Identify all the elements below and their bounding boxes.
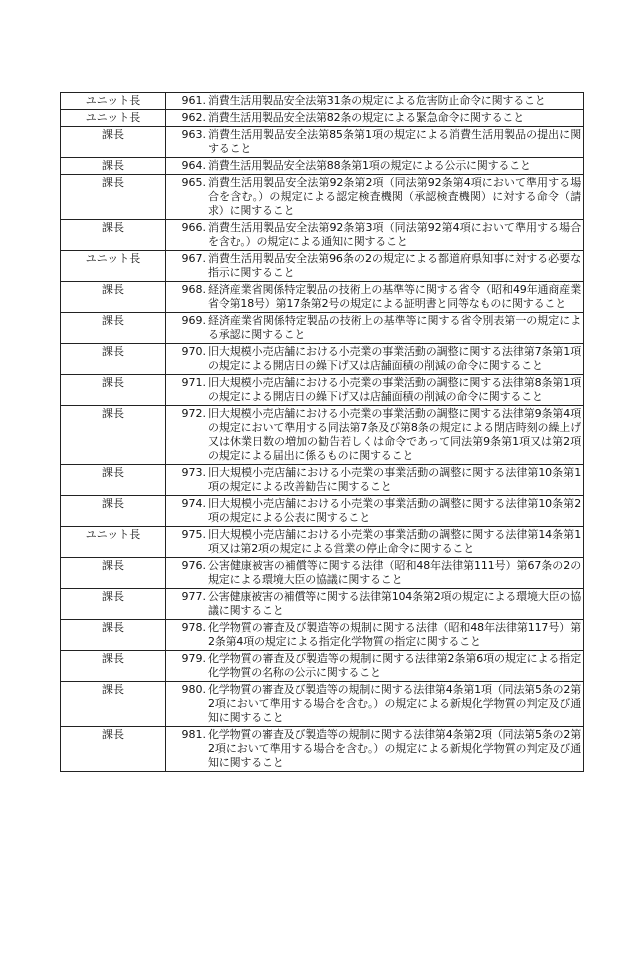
item-text: 消費生活用製品安全法第92条第2項（同法第92条第4項において準用する場合を含む。）の規定による認定検査機関（承認検査機関）に対する命令（請求）に関すること (208, 176, 581, 217)
table-row (61, 344, 584, 375)
table-row (61, 251, 584, 282)
item-content (168, 221, 581, 249)
table-row (61, 727, 584, 772)
item-number: 970. (181, 345, 206, 358)
table-row (61, 682, 584, 727)
table-row (61, 127, 584, 158)
item-cell (166, 127, 584, 158)
item-text: 消費生活用製品安全法第96条の2の規定による都道府県知事に対する必要な指示に関すること (208, 252, 581, 279)
role-cell: 課長 (61, 127, 166, 158)
table-row (61, 496, 584, 527)
item-content (168, 128, 581, 156)
item-cell (166, 589, 584, 620)
role-cell: 課長 (61, 282, 166, 313)
item-number: 977. (181, 590, 206, 603)
table-row (61, 93, 584, 110)
item-text: 化学物質の審査及び製造等の規制に関する法律第4条第2項（同法第5条の2第2項において準用する場合を含む。）の規定による新規化学物質の判定及び通知に関すること (208, 728, 581, 769)
role-cell: ユニット長 (61, 110, 166, 127)
item-cell (166, 375, 584, 406)
role-cell: 課長 (61, 682, 166, 727)
role-cell: 課長 (61, 651, 166, 682)
item-text: 公害健康被害の補償等に関する法律（昭和48年法律第111号）第67条の2の規定による環境大臣の協議に関すること (208, 559, 581, 586)
role-cell: 課長 (61, 589, 166, 620)
table-row (61, 558, 584, 589)
item-text: 旧大規模小売店舗における小売業の事業活動の調整に関する法律第8条第1項の規定による開店日の繰下げ又は店舗面積の削減の命令に関すること (208, 376, 581, 403)
table-row (61, 527, 584, 558)
item-text: 消費生活用製品安全法第88条第1項の規定による公示に関すること (208, 159, 531, 172)
item-text: 消費生活用製品安全法第31条の規定による危害防止命令に関すること (208, 94, 546, 107)
item-text: 経済産業省関係特定製品の技術上の基準等に関する省令別表第一の規定による承認に関すること (208, 314, 581, 341)
item-text: 化学物質の審査及び製造等の規制に関する法律第4条第1項（同法第5条の2第2項において準用する場合を含む。）の規定による新規化学物質の判定及び通知に関すること (208, 683, 581, 724)
item-content (168, 728, 581, 770)
role-cell: ユニット長 (61, 93, 166, 110)
item-text: 旧大規模小売店舗における小売業の事業活動の調整に関する法律第14条第1項又は第2項の規定による営業の停止命令に関すること (208, 528, 581, 555)
table-row (61, 220, 584, 251)
item-content (168, 466, 581, 494)
delegation-table-body (61, 93, 584, 772)
item-number: 979. (181, 652, 206, 665)
item-text: 公害健康被害の補償等に関する法律第104条第2項の規定による環境大臣の協議に関すること (208, 590, 581, 617)
item-cell (166, 620, 584, 651)
item-number: 978. (181, 621, 206, 634)
item-content (168, 159, 581, 173)
item-text: 化学物質の審査及び製造等の規制に関する法律（昭和48年法律第117号）第2条第4項の規定による指定化学物質の指定に関すること (208, 621, 581, 648)
item-content (168, 528, 581, 556)
item-cell (166, 220, 584, 251)
role-cell: 課長 (61, 175, 166, 220)
table-row (61, 282, 584, 313)
item-content (168, 94, 581, 108)
role-cell: 課長 (61, 558, 166, 589)
table-row (61, 465, 584, 496)
table-row (61, 110, 584, 127)
role-cell: 課長 (61, 158, 166, 175)
item-cell (166, 251, 584, 282)
item-content (168, 283, 581, 311)
item-cell (166, 651, 584, 682)
role-cell: 課長 (61, 220, 166, 251)
item-number: 961. (181, 94, 206, 107)
item-content (168, 683, 581, 725)
item-text: 消費生活用製品安全法第85条第1項の規定による消費生活用製品の提出に関すること (208, 128, 581, 155)
item-text: 旧大規模小売店舗における小売業の事業活動の調整に関する法律第10条第2項の規定による公表に関すること (208, 497, 581, 524)
role-cell: 課長 (61, 465, 166, 496)
role-cell: 課長 (61, 313, 166, 344)
item-content (168, 314, 581, 342)
item-number: 975. (181, 528, 206, 541)
item-content (168, 652, 581, 680)
item-content (168, 590, 581, 618)
role-cell: 課長 (61, 344, 166, 375)
table-row (61, 375, 584, 406)
item-content (168, 497, 581, 525)
table-row (61, 158, 584, 175)
item-number: 968. (181, 283, 206, 296)
item-cell (166, 727, 584, 772)
role-cell: 課長 (61, 727, 166, 772)
item-cell (166, 406, 584, 465)
item-number: 962. (181, 111, 206, 124)
table-row (61, 406, 584, 465)
item-cell (166, 313, 584, 344)
item-content (168, 252, 581, 280)
item-number: 964. (181, 159, 206, 172)
role-cell: ユニット長 (61, 527, 166, 558)
item-text: 旧大規模小売店舗における小売業の事業活動の調整に関する法律第7条第1項の規定による開店日の繰下げ又は店舗面積の削減の命令に関すること (208, 345, 581, 372)
item-cell (166, 93, 584, 110)
table-row (61, 313, 584, 344)
table-row (61, 175, 584, 220)
item-cell (166, 496, 584, 527)
item-text: 化学物質の審査及び製造等の規制に関する法律第2条第6項の規定による指定化学物質の名称の公示に関すること (208, 652, 581, 679)
role-cell: 課長 (61, 406, 166, 465)
item-cell (166, 158, 584, 175)
item-number: 969. (181, 314, 206, 327)
item-cell (166, 282, 584, 313)
item-number: 976. (181, 559, 206, 572)
item-content (168, 176, 581, 218)
item-number: 972. (181, 407, 206, 420)
item-cell (166, 465, 584, 496)
item-cell (166, 558, 584, 589)
table-row (61, 589, 584, 620)
item-content (168, 621, 581, 649)
item-text: 消費生活用製品安全法第92条第3項（同法第92第4項において準用する場合を含む。）の規定による通知に関すること (208, 221, 581, 248)
item-text: 旧大規模小売店舗における小売業の事業活動の調整に関する法律第9条第4項の規定において準用する同法第7条及び第8条の規定による閉店時刻の繰上げ又は休業日数の増加の勧告若しくは命令であって同法第9条第1項又は第2項の規定による届出に係るものに関すること (208, 407, 581, 462)
item-content (168, 407, 581, 463)
item-number: 966. (181, 221, 206, 234)
item-cell (166, 344, 584, 375)
item-content (168, 559, 581, 587)
item-number: 971. (181, 376, 206, 389)
item-number: 963. (181, 128, 206, 141)
role-cell: ユニット長 (61, 251, 166, 282)
item-number: 981. (181, 728, 206, 741)
item-content (168, 111, 581, 125)
item-cell (166, 110, 584, 127)
role-cell: 課長 (61, 620, 166, 651)
item-cell (166, 682, 584, 727)
item-number: 973. (181, 466, 206, 479)
item-content (168, 345, 581, 373)
item-number: 967. (181, 252, 206, 265)
item-number: 974. (181, 497, 206, 510)
item-text: 消費生活用製品安全法第82条の規定による緊急命令に関すること (208, 111, 524, 124)
table-row (61, 651, 584, 682)
role-cell: 課長 (61, 375, 166, 406)
item-text: 旧大規模小売店舗における小売業の事業活動の調整に関する法律第10条第1項の規定による改善勧告に関すること (208, 466, 581, 493)
item-number: 965. (181, 176, 206, 189)
item-content (168, 376, 581, 404)
item-cell (166, 527, 584, 558)
item-cell (166, 175, 584, 220)
table-row (61, 620, 584, 651)
delegation-table (60, 92, 584, 772)
item-number: 980. (181, 683, 206, 696)
item-text: 経済産業省関係特定製品の技術上の基準等に関する省令（昭和49年通商産業省令第18号）第17条第2号の規定による証明書と同等なものに関すること (208, 283, 581, 310)
role-cell: 課長 (61, 496, 166, 527)
